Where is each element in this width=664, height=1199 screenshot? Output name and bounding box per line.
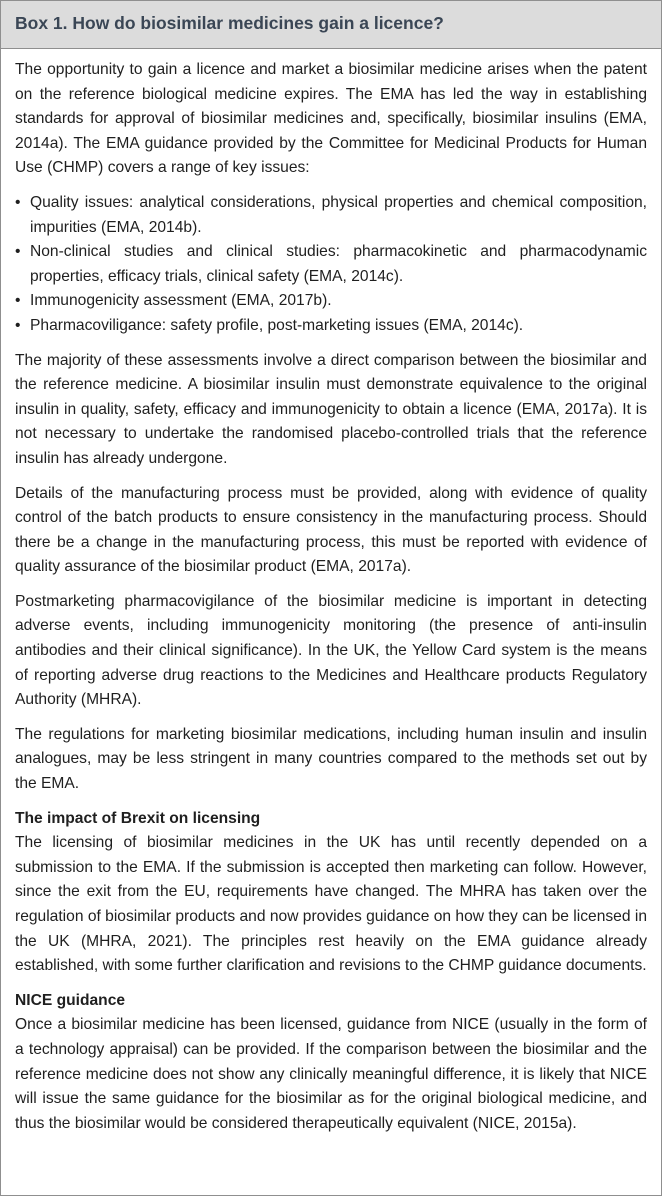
list-item: • Quality issues: analytical considerations, physical properties and chemical composition, impurities (EMA, 2014b). [15,191,647,240]
box-title: Box 1. How do biosimilar medicines gain a licence? [1,1,661,49]
comparison-paragraph: The majority of these assessments involve a direct comparison between the biosimilar and the reference medicine. A biosimilar insulin must demonstrate equivalence to the original insulin in quality, safety, efficacy and immunogenicity to obtain a licence (EMA, 2017a). It is not necessary to undertake the randomised placebo-controlled trials that the reference insulin has already undergone. [15,351,647,467]
list-item: • Non-clinical studies and clinical studies: pharmacokinetic and pharmacodynamic properties, efficacy trials, clinical safety (EMA, 2014c). [15,240,647,289]
key-issues-list [15,191,647,339]
nice-text: Once a biosimilar medicine has been licensed, guidance from NICE (usually in the form of a technology appraisal) can be provided. If the comparison between the biosimilar and the reference medicine does not show any clinically meaningful difference, it is likely that NICE will issue the same guidance for the biosimilar as for the original biological medicine, and thus the biosimilar would be considered therapeutically equivalent (NICE, 2015a). [15,1016,647,1132]
regulations-paragraph: The regulations for marketing biosimilar medications, including human insulin and insulin analogues, may be less stringent in many countries compared to the methods set out by the EMA. [15,725,647,793]
list-item: • Immunogenicity assessment (EMA, 2017b). [15,289,647,314]
brexit-text: The licensing of biosimilar medicines in the UK has until recently depended on a submission to the EMA. If the submission is accepted then marketing can follow. However, since the exit from the EU, requirements have changed. The MHRA has taken over the regulation of biosimilar products and now provides guidance on how they can be licensed in the UK (MHRA, 2021). The principles rest heavily on the EMA guidance already established, with some further clarification and revisions to the CHMP guidance documents. [15,834,647,975]
pharmacovigilance-paragraph: Postmarketing pharmacovigilance of the biosimilar medicine is important in detecting adverse events, including immunogenicity monitoring (the presence of anti-insulin antibodies and their clinical significance). In the UK, the Yellow Card system is the means of reporting adverse drug reactions to the Medicines and Healthcare products Regulatory Authority (MHRA). [15,592,647,709]
intro-paragraph: The opportunity to gain a licence and market a biosimilar medicine arises when the patent on the reference biological medicine expires. The EMA has led the way in establishing standards for approval of biosimilar medicines and, specifically, biosimilar insulins (EMA, 2014a). The EMA guidance provided by the Committee for Medicinal Products for Human Use (CHMP) covers a range of key issues: [15,61,647,177]
brexit-section [15,807,647,979]
nice-heading: NICE guidance [15,991,126,1009]
list-item: • Pharmacoviligance: safety profile, post-marketing issues (EMA, 2014c). [15,314,647,339]
box-body [1,49,661,1136]
manufacturing-paragraph: Details of the manufacturing process must be provided, along with evidence of quality control of the batch products to ensure consistency in the manufacturing process. Should there be a change in the manufacturing process, this must be reported with evidence of quality assurance of the biosimilar product (EMA, 2017a). [15,484,647,576]
brexit-heading: The impact of Brexit on licensing [15,809,261,827]
nice-section [15,989,647,1137]
